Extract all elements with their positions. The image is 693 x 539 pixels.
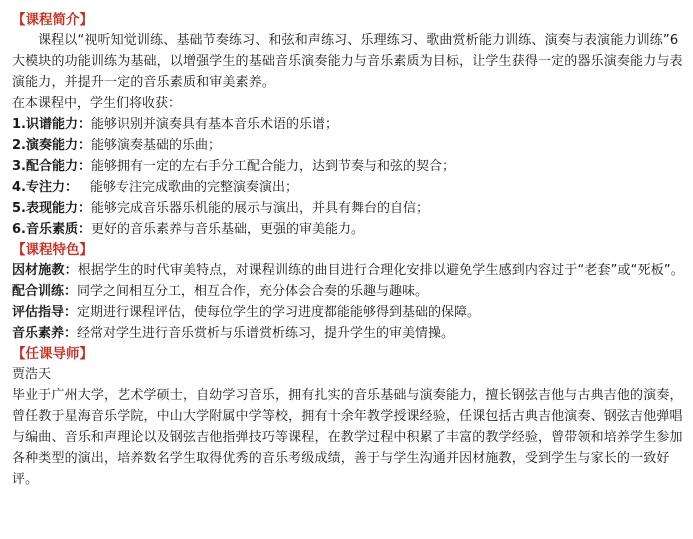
ability-number: 1. (12, 117, 26, 132)
ability-number: 5. (12, 201, 26, 216)
feature-term: 配合训练： (12, 284, 78, 299)
ability-term: 配合能力： (25, 159, 91, 174)
teacher-bio: 毕业于广州大学，艺术学硕士，自幼学习音乐，拥有扎实的音乐基础与演奏能力，擅长钢弦吉他与古典吉他的演奏，曾任教于星海音乐学院，中山大学附属中学等校，拥有十余年教学授课经验，任课包括古典吉他演奏、钢弦吉他弹唱与编曲、音乐和声理论以及钢弦吉他指弹技巧等课程，在教学过程中积累了丰富的教学经验，曾带领和培养学生参加各种类型的演出，培养数名学生取得优秀的音乐考级成绩，善于与学生沟通并因材施教，受到学生与家长的一致好评。 (12, 388, 683, 487)
ability-term: 识谱能力： (25, 117, 91, 132)
feature-desc: 定期进行课程评估，使每位学生的学习进度都能能够得到基础的保障。 (77, 305, 481, 320)
ability-number: 3. (12, 159, 26, 174)
feature-item (12, 323, 687, 344)
feature-item (12, 281, 687, 302)
ability-term: 音乐素质： (25, 222, 91, 237)
gain-intro: 在本课程中，学生们将收获： (12, 96, 182, 111)
ability-term: 演奏能力： (25, 138, 91, 153)
ability-desc: 更好的音乐素养与音乐基础，更强的审美能力。 (91, 222, 365, 237)
ability-item (12, 135, 687, 156)
feature-desc: 经常对学生进行音乐赏析与乐谱赏析练习，提升学生的审美情操。 (77, 326, 455, 341)
feature-term: 评估指导： (12, 305, 78, 320)
ability-number: 6. (12, 222, 26, 237)
ability-desc: 能够拥有一定的左右手分工配合能力，达到节奏与和弦的契合； (91, 159, 456, 174)
feature-term: 音乐素养： (12, 326, 78, 341)
ability-term: 专注力： (25, 180, 78, 195)
teacher-heading: 【任课导师】 (12, 346, 93, 362)
ability-desc: 能够识别并演奏具有基本音乐术语的乐谱； (91, 117, 339, 132)
feature-desc: 根据学生的时代审美特点，对课程训练的曲目进行合理化安排以避免学生感到内容过于“老套”或“死板”。 (77, 263, 684, 278)
ability-term: 表现能力： (25, 201, 91, 216)
ability-item (12, 156, 687, 177)
intro-heading: 【课程简介】 (12, 12, 93, 28)
feature-term: 因材施教： (12, 263, 78, 278)
teacher-name: 贾浩天 (12, 367, 52, 382)
feature-item (12, 302, 687, 323)
intro-paragraph: 课程以“视听知觉训练、基础节奏练习、和弦和声练习、乐理练习、歌曲赏析能力训练、演奏与表演能力训练”6 大模块的功能训练为基础，以增强学生的基础音乐演奏能力与音乐素质为目标，让学生获得一定的器乐演奏能力与表演能力，并提升一定的音乐素质和审美素养。 (12, 33, 683, 90)
ability-desc: 能够专注完成歌曲的完整演奏演出； (89, 180, 298, 195)
ability-item (12, 114, 687, 135)
ability-number: 2. (12, 138, 26, 153)
features-heading: 【课程特色】 (12, 242, 93, 258)
ability-desc: 能够完成音乐器乐机能的展示与演出，并具有舞台的自信； (91, 201, 430, 216)
ability-item (12, 219, 687, 240)
ability-item (12, 198, 687, 219)
ability-item (12, 177, 687, 198)
ability-desc: 能够演奏基础的乐曲； (91, 138, 222, 153)
feature-desc: 同学之间相互分工，相互合作，充分体会合奏的乐趣与趣味。 (77, 284, 429, 299)
feature-item (12, 260, 687, 281)
ability-number: 4. (12, 180, 26, 195)
